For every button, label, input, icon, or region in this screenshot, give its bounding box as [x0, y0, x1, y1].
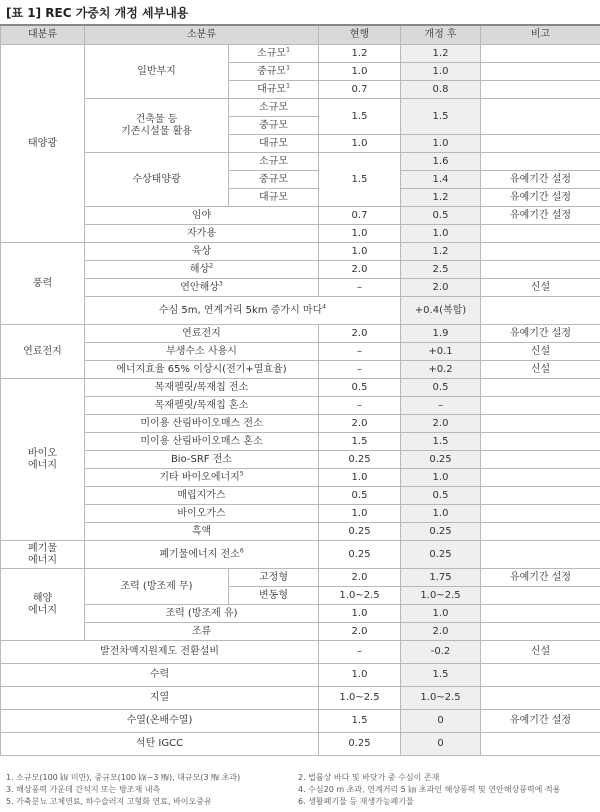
table-row	[1, 523, 600, 541]
revised-cell: 0.25	[401, 523, 481, 541]
remarks-cell	[481, 81, 600, 99]
revised-cell: 0.25	[401, 451, 481, 469]
table-row	[1, 541, 600, 569]
table-row	[1, 297, 600, 325]
remarks-cell	[481, 45, 600, 63]
current-cell: 1.0	[319, 605, 401, 623]
sub-building: 건축물 등 기존시설물 활용	[85, 99, 229, 153]
current-cell: 1.0	[319, 135, 401, 153]
type-cell: 변동형	[229, 587, 319, 605]
revised-cell: 1.0	[401, 505, 481, 523]
current-cell: 0.5	[319, 487, 401, 505]
revised-cell: 1.0	[401, 135, 481, 153]
remarks-cell: 유예기간 설정	[481, 189, 600, 207]
header-remarks: 비고	[481, 25, 600, 45]
revised-cell: 1.5	[401, 433, 481, 451]
current-cell: 0.25	[319, 733, 401, 756]
revised-cell: 2.5	[401, 261, 481, 279]
sub-bio: 바이오가스	[85, 505, 319, 523]
footnote: 2. 법률상 바다 및 바닷가 중 수심이 존재	[298, 773, 440, 782]
sub-forest: 임야	[85, 207, 319, 225]
revised-cell: 1.0	[401, 63, 481, 81]
header-revised: 개정 후	[401, 25, 481, 45]
category-fuelcell: 연료전지	[1, 325, 85, 379]
revised-cell: 1.0~2.5	[401, 587, 481, 605]
remarks-cell	[481, 397, 600, 415]
remarks-cell	[481, 487, 600, 505]
revised-cell: -0.2	[401, 641, 481, 664]
revised-cell: +0.2	[401, 361, 481, 379]
revised-cell: 1.2	[401, 243, 481, 261]
remarks-cell: 유예기간 설정	[481, 325, 600, 343]
table-row	[1, 343, 600, 361]
current-cell: 1.2	[319, 45, 401, 63]
sub-nearshore: 연안해상$^3$	[85, 279, 319, 297]
current-cell: 0.25	[319, 523, 401, 541]
revised-cell: 0.8	[401, 81, 481, 99]
header-major: 대분류	[1, 25, 85, 45]
current-cell: 1.5	[319, 433, 401, 451]
revised-cell: 0.25	[401, 541, 481, 569]
table-row	[1, 415, 600, 433]
current-cell: 2.0	[319, 569, 401, 587]
remarks-cell	[481, 605, 600, 623]
current-cell: 1.0~2.5	[319, 587, 401, 605]
table-row	[1, 279, 600, 297]
sub-misc: 지열	[1, 687, 319, 710]
revised-cell: 1.5	[401, 99, 481, 135]
table-row	[1, 451, 600, 469]
sub-bio: 미이용 산림바이오매스 전소	[85, 415, 319, 433]
category-waste: 폐기물 에너지	[1, 541, 85, 569]
remarks-cell	[481, 541, 600, 569]
table-row	[1, 569, 600, 587]
current-cell: –	[319, 641, 401, 664]
header-current: 현행	[319, 25, 401, 45]
revised-cell: 1.2	[401, 45, 481, 63]
remarks-cell	[481, 261, 600, 279]
current-cell: 1.0	[319, 63, 401, 81]
table-row	[1, 687, 600, 710]
revised-cell: –	[401, 397, 481, 415]
remarks-cell	[481, 469, 600, 487]
sub-byproduct-hydrogen: 부생수소 사용시	[85, 343, 319, 361]
remarks-cell	[481, 505, 600, 523]
current-cell: 1.5	[319, 710, 401, 733]
current-cell: 1.0	[319, 664, 401, 687]
revised-cell: 0.5	[401, 207, 481, 225]
table-row	[1, 99, 600, 117]
sub-bio: 기타 바이오에너지$^5$	[85, 469, 319, 487]
remarks-cell	[481, 687, 600, 710]
footnote: 6. 생활폐기물 등 재생가능폐기물	[298, 797, 414, 806]
category-wind: 풍력	[1, 243, 85, 325]
current-cell: 2.0	[319, 325, 401, 343]
table-row	[1, 487, 600, 505]
table-row	[1, 469, 600, 487]
remarks-cell: 유예기간 설정	[481, 207, 600, 225]
current-cell: 1.5	[319, 99, 401, 135]
sub-floating: 수상태양광	[85, 153, 229, 207]
footnote: 5. 가축분뇨 고체연료, 하수슬러지 고형화 연료, 바이오중유	[6, 797, 212, 806]
revised-cell: 0.5	[401, 487, 481, 505]
rec-weight-table	[0, 24, 600, 756]
sub-offshore: 해상$^2$	[85, 261, 319, 279]
size-cell: 대규모$^1$	[229, 81, 319, 99]
current-cell: 1.0~2.5	[319, 687, 401, 710]
remarks-cell	[481, 623, 600, 641]
current-cell: 1.0	[319, 243, 401, 261]
remarks-cell: 신설	[481, 343, 600, 361]
remarks-cell	[481, 415, 600, 433]
table-row	[1, 225, 600, 243]
remarks-cell	[481, 153, 600, 171]
current-cell: 1.5	[319, 153, 401, 207]
size-cell: 중규모	[229, 171, 319, 189]
sub-self: 자가용	[85, 225, 319, 243]
size-cell: 대규모	[229, 135, 319, 153]
current-cell: –	[319, 343, 401, 361]
size-cell: 소규모$^1$	[229, 45, 319, 63]
current-cell: 0.7	[319, 207, 401, 225]
sub-fuelcell: 연료전지	[85, 325, 319, 343]
size-cell: 중규모$^1$	[229, 63, 319, 81]
revised-cell: 2.0	[401, 415, 481, 433]
current-cell: 0.5	[319, 379, 401, 397]
revised-cell: 2.0	[401, 623, 481, 641]
sub-misc: 석탄 IGCC	[1, 733, 319, 756]
remarks-cell: 유예기간 설정	[481, 710, 600, 733]
table-row	[1, 733, 600, 756]
revised-cell: 1.75	[401, 569, 481, 587]
size-cell: 소규모	[229, 153, 319, 171]
table-row	[1, 664, 600, 687]
remarks-cell	[481, 587, 600, 605]
revised-cell: 0	[401, 733, 481, 756]
remarks-cell	[481, 243, 600, 261]
current-cell: 2.0	[319, 261, 401, 279]
current-cell: –	[319, 279, 401, 297]
sub-bio: Bio-SRF 전소	[85, 451, 319, 469]
remarks-cell: 유예기간 설정	[481, 569, 600, 587]
table-row	[1, 397, 600, 415]
remarks-cell	[481, 135, 600, 153]
current-cell: 0.25	[319, 451, 401, 469]
current-cell: –	[319, 397, 401, 415]
revised-cell: 1.5	[401, 664, 481, 687]
table-row	[1, 433, 600, 451]
current-cell: 0.25	[319, 541, 401, 569]
sub-tidal-dam: 조력 (방조제 유)	[85, 605, 319, 623]
category-ocean: 해양 에너지	[1, 569, 85, 641]
sub-misc: 수력	[1, 664, 319, 687]
current-cell: 0.7	[319, 81, 401, 99]
revised-cell: 1.0	[401, 605, 481, 623]
sub-bio: 목재펠릿/목재칩 혼소	[85, 397, 319, 415]
table-row	[1, 153, 600, 171]
sub-current: 조류	[85, 623, 319, 641]
revised-cell: 1.2	[401, 189, 481, 207]
table-row	[1, 361, 600, 379]
table-row	[1, 505, 600, 523]
revised-cell: +0.1	[401, 343, 481, 361]
table-row	[1, 710, 600, 733]
table-row	[1, 605, 600, 623]
remarks-cell	[481, 664, 600, 687]
table-row	[1, 45, 600, 63]
remarks-cell	[481, 225, 600, 243]
remarks-cell	[481, 523, 600, 541]
footnote: 1. 소규모(100 ㎾ 미만), 중규모(100 ㎾~3 ㎿), 대규모(3 ㎿ 초과)	[6, 773, 241, 782]
table-row	[1, 261, 600, 279]
remarks-cell: 신설	[481, 641, 600, 664]
header-minor: 소분류	[85, 25, 319, 45]
sub-onshore: 육상	[85, 243, 319, 261]
current-cell: 2.0	[319, 623, 401, 641]
remarks-cell	[481, 733, 600, 756]
sub-misc: 수열(온배수열)	[1, 710, 319, 733]
sub-bio: 미이용 산림바이오매스 혼소	[85, 433, 319, 451]
revised-cell: 1.0	[401, 225, 481, 243]
table-row	[1, 379, 600, 397]
revised-cell: 1.0	[401, 469, 481, 487]
footnote: 3. 해상풍력 가운데 간석지 또는 방조제 내측	[6, 785, 161, 794]
table-row	[1, 207, 600, 225]
table-title: [표 1] REC 가중치 개정 세부내용	[6, 6, 189, 20]
remarks-cell	[481, 451, 600, 469]
remarks-cell	[481, 99, 600, 135]
remarks-cell	[481, 63, 600, 81]
revised-cell: 2.0	[401, 279, 481, 297]
current-cell: 1.0	[319, 225, 401, 243]
revised-cell: 1.4	[401, 171, 481, 189]
table-row	[1, 243, 600, 261]
current-cell: –	[319, 361, 401, 379]
header-row	[1, 25, 600, 45]
footnote: 4. 수심20 m 초과, 연계거리 5 ㎞ 초과인 해상풍력 및 연안해상풍력에 적용	[298, 785, 561, 794]
table-row	[1, 325, 600, 343]
remarks-cell: 신설	[481, 361, 600, 379]
revised-cell: 1.0~2.5	[401, 687, 481, 710]
sub-bio: 매립지가스	[85, 487, 319, 505]
sub-general: 일반부지	[85, 45, 229, 99]
size-cell: 중규모	[229, 117, 319, 135]
type-cell: 고정형	[229, 569, 319, 587]
category-solar: 태양광	[1, 45, 85, 243]
revised-cell: 0	[401, 710, 481, 733]
sub-waste: 폐기물에너지 전소$^6$	[85, 541, 319, 569]
current-cell: 1.0	[319, 469, 401, 487]
remarks-cell	[481, 297, 600, 325]
sub-misc: 발전차액지원제도 전환설비	[1, 641, 319, 664]
sub-bio: 목재펠릿/목재칩 전소	[85, 379, 319, 397]
remarks-cell: 신설	[481, 279, 600, 297]
sub-bio: 흑액	[85, 523, 319, 541]
size-cell: 소규모	[229, 99, 319, 117]
sub-tidal-no-dam: 조력 (방조제 무)	[85, 569, 229, 605]
sub-depth: 수심 5m, 연계거리 5km 증가시 마다$^4$	[85, 297, 401, 325]
table-row	[1, 623, 600, 641]
revised-cell: +0.4(복합)	[401, 297, 481, 325]
current-cell: 2.0	[319, 415, 401, 433]
sub-efficiency: 에너지효율 65% 이상시(전기+열효율)	[85, 361, 319, 379]
revised-cell: 1.9	[401, 325, 481, 343]
table-row	[1, 641, 600, 664]
size-cell: 대규모	[229, 189, 319, 207]
category-bio: 바이오 에너지	[1, 379, 85, 541]
revised-cell: 1.6	[401, 153, 481, 171]
revised-cell: 0.5	[401, 379, 481, 397]
current-cell: 1.0	[319, 505, 401, 523]
remarks-cell	[481, 433, 600, 451]
remarks-cell	[481, 379, 600, 397]
remarks-cell: 유예기간 설정	[481, 171, 600, 189]
